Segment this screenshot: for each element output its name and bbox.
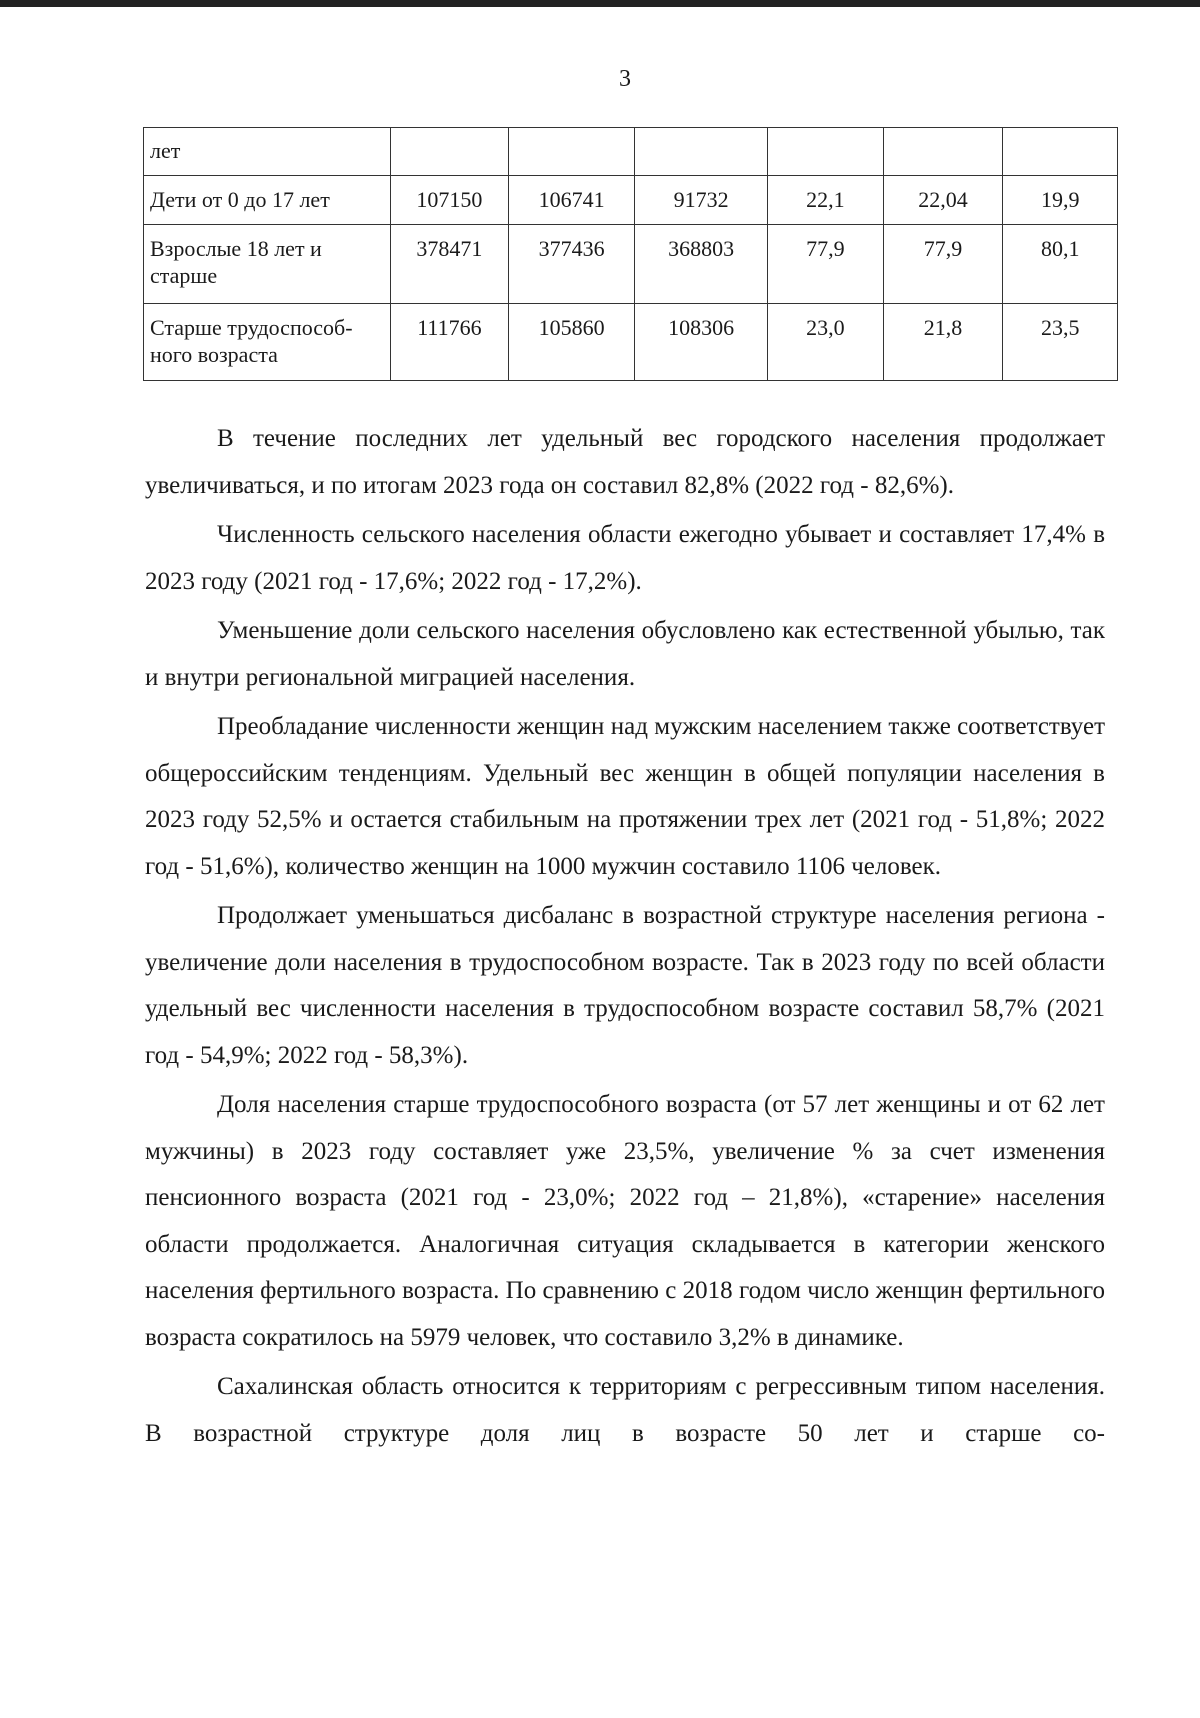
- paragraph-regressive-type: Сахалинская область относится к территориям с регрессивным типом населения. В возрастной структуре доля лиц в возрасте 50 лет и старше со-: [145, 1373, 1105, 1447]
- table-row-children: [144, 176, 1118, 225]
- table-cell: [635, 128, 768, 176]
- table-cell: 105860: [509, 304, 635, 381]
- table-cell: 377436: [509, 225, 635, 304]
- paragraph-rural-decline: Уменьшение доли сельского населения обусловлено как естественной убылью, так и внутри региональной миграцией населения.: [145, 617, 1105, 691]
- table-cell: 77,9: [768, 225, 884, 304]
- population-table: [143, 127, 1118, 381]
- table-cell: 108306: [635, 304, 768, 381]
- paragraph-rural-population: Численность сельского населения области ежегодно убывает и составляет 17,4% в 2023 году (2021 год - 17,6%; 2022 год - 17,2%).: [145, 521, 1105, 595]
- paragraph-urban-population: В течение последних лет удельный вес городского населения продолжает увеличиваться, и по итогам 2023 года он составил 82,8% (2022 год - 82,6%).: [145, 425, 1105, 499]
- row-label: лет: [144, 128, 391, 176]
- table-cell: 91732: [635, 176, 768, 225]
- table-cell: 111766: [390, 304, 509, 381]
- table-row-adults: [144, 225, 1118, 304]
- table-cell: [768, 128, 884, 176]
- table-cell: 107150: [390, 176, 509, 225]
- table-cell: 23,0: [768, 304, 884, 381]
- table-cell: 23,5: [1003, 304, 1118, 381]
- table-row-senior: [144, 304, 1118, 381]
- table-cell: 19,9: [1003, 176, 1118, 225]
- row-label: Дети от 0 до 17 лет: [144, 176, 391, 225]
- table-cell: 21,8: [883, 304, 1003, 381]
- table-cell: 378471: [390, 225, 509, 304]
- row-label: Старше трудоспособ-ного возраста: [144, 304, 391, 381]
- table-cell: 77,9: [883, 225, 1003, 304]
- paragraph-women-ratio: Преобладание численности женщин над мужским населением также соответствует общероссийским тенденциям. Удельный вес женщин в общей популяции населения в 2023 году 52,5% и остается стабильным на протяжении трех лет (2021 год - 51,8%; 2022 год - 51,6%), количество женщин на 1000 мужчин составило 1106 человек.: [145, 713, 1105, 880]
- table-cell: 368803: [635, 225, 768, 304]
- table-cell: 106741: [509, 176, 635, 225]
- table-cell: [509, 128, 635, 176]
- table-cell: [883, 128, 1003, 176]
- table-cell: 22,04: [883, 176, 1003, 225]
- document-body: [145, 416, 1105, 1457]
- paragraph-senior-population: Доля населения старше трудоспособного возраста (от 57 лет женщины и от 62 лет мужчины) в 2023 году составляет уже 23,5%, увеличение % за счет изменения пенсионного возраста (2021 год - 23,0%; 2022 год – 21,8%), «старение» населения области продолжается. Аналогичная ситуация складывается в категории женского населения фертильного возраста. По сравнению с 2018 годом число женщин фертильного возраста сократилось на 5979 человек, что составило 3,2% в динамике.: [145, 1091, 1105, 1351]
- table-cell: [390, 128, 509, 176]
- paragraph-working-age: Продолжает уменьшаться дисбаланс в возрастной структуре населения региона - увеличение доли населения в трудоспособном возрасте. Так в 2023 году по всей области удельный вес численности населения в трудоспособном возрасте составил 58,7% (2021 год - 54,9%; 2022 год - 58,3%).: [145, 902, 1105, 1069]
- table-row-continuation: [144, 128, 1118, 176]
- table-cell: 80,1: [1003, 225, 1118, 304]
- scan-top-edge: [0, 0, 1200, 7]
- table-cell: [1003, 128, 1118, 176]
- row-label: Взрослые 18 лет и старше: [144, 225, 391, 304]
- table-cell: 22,1: [768, 176, 884, 225]
- page-number: 3: [619, 66, 631, 92]
